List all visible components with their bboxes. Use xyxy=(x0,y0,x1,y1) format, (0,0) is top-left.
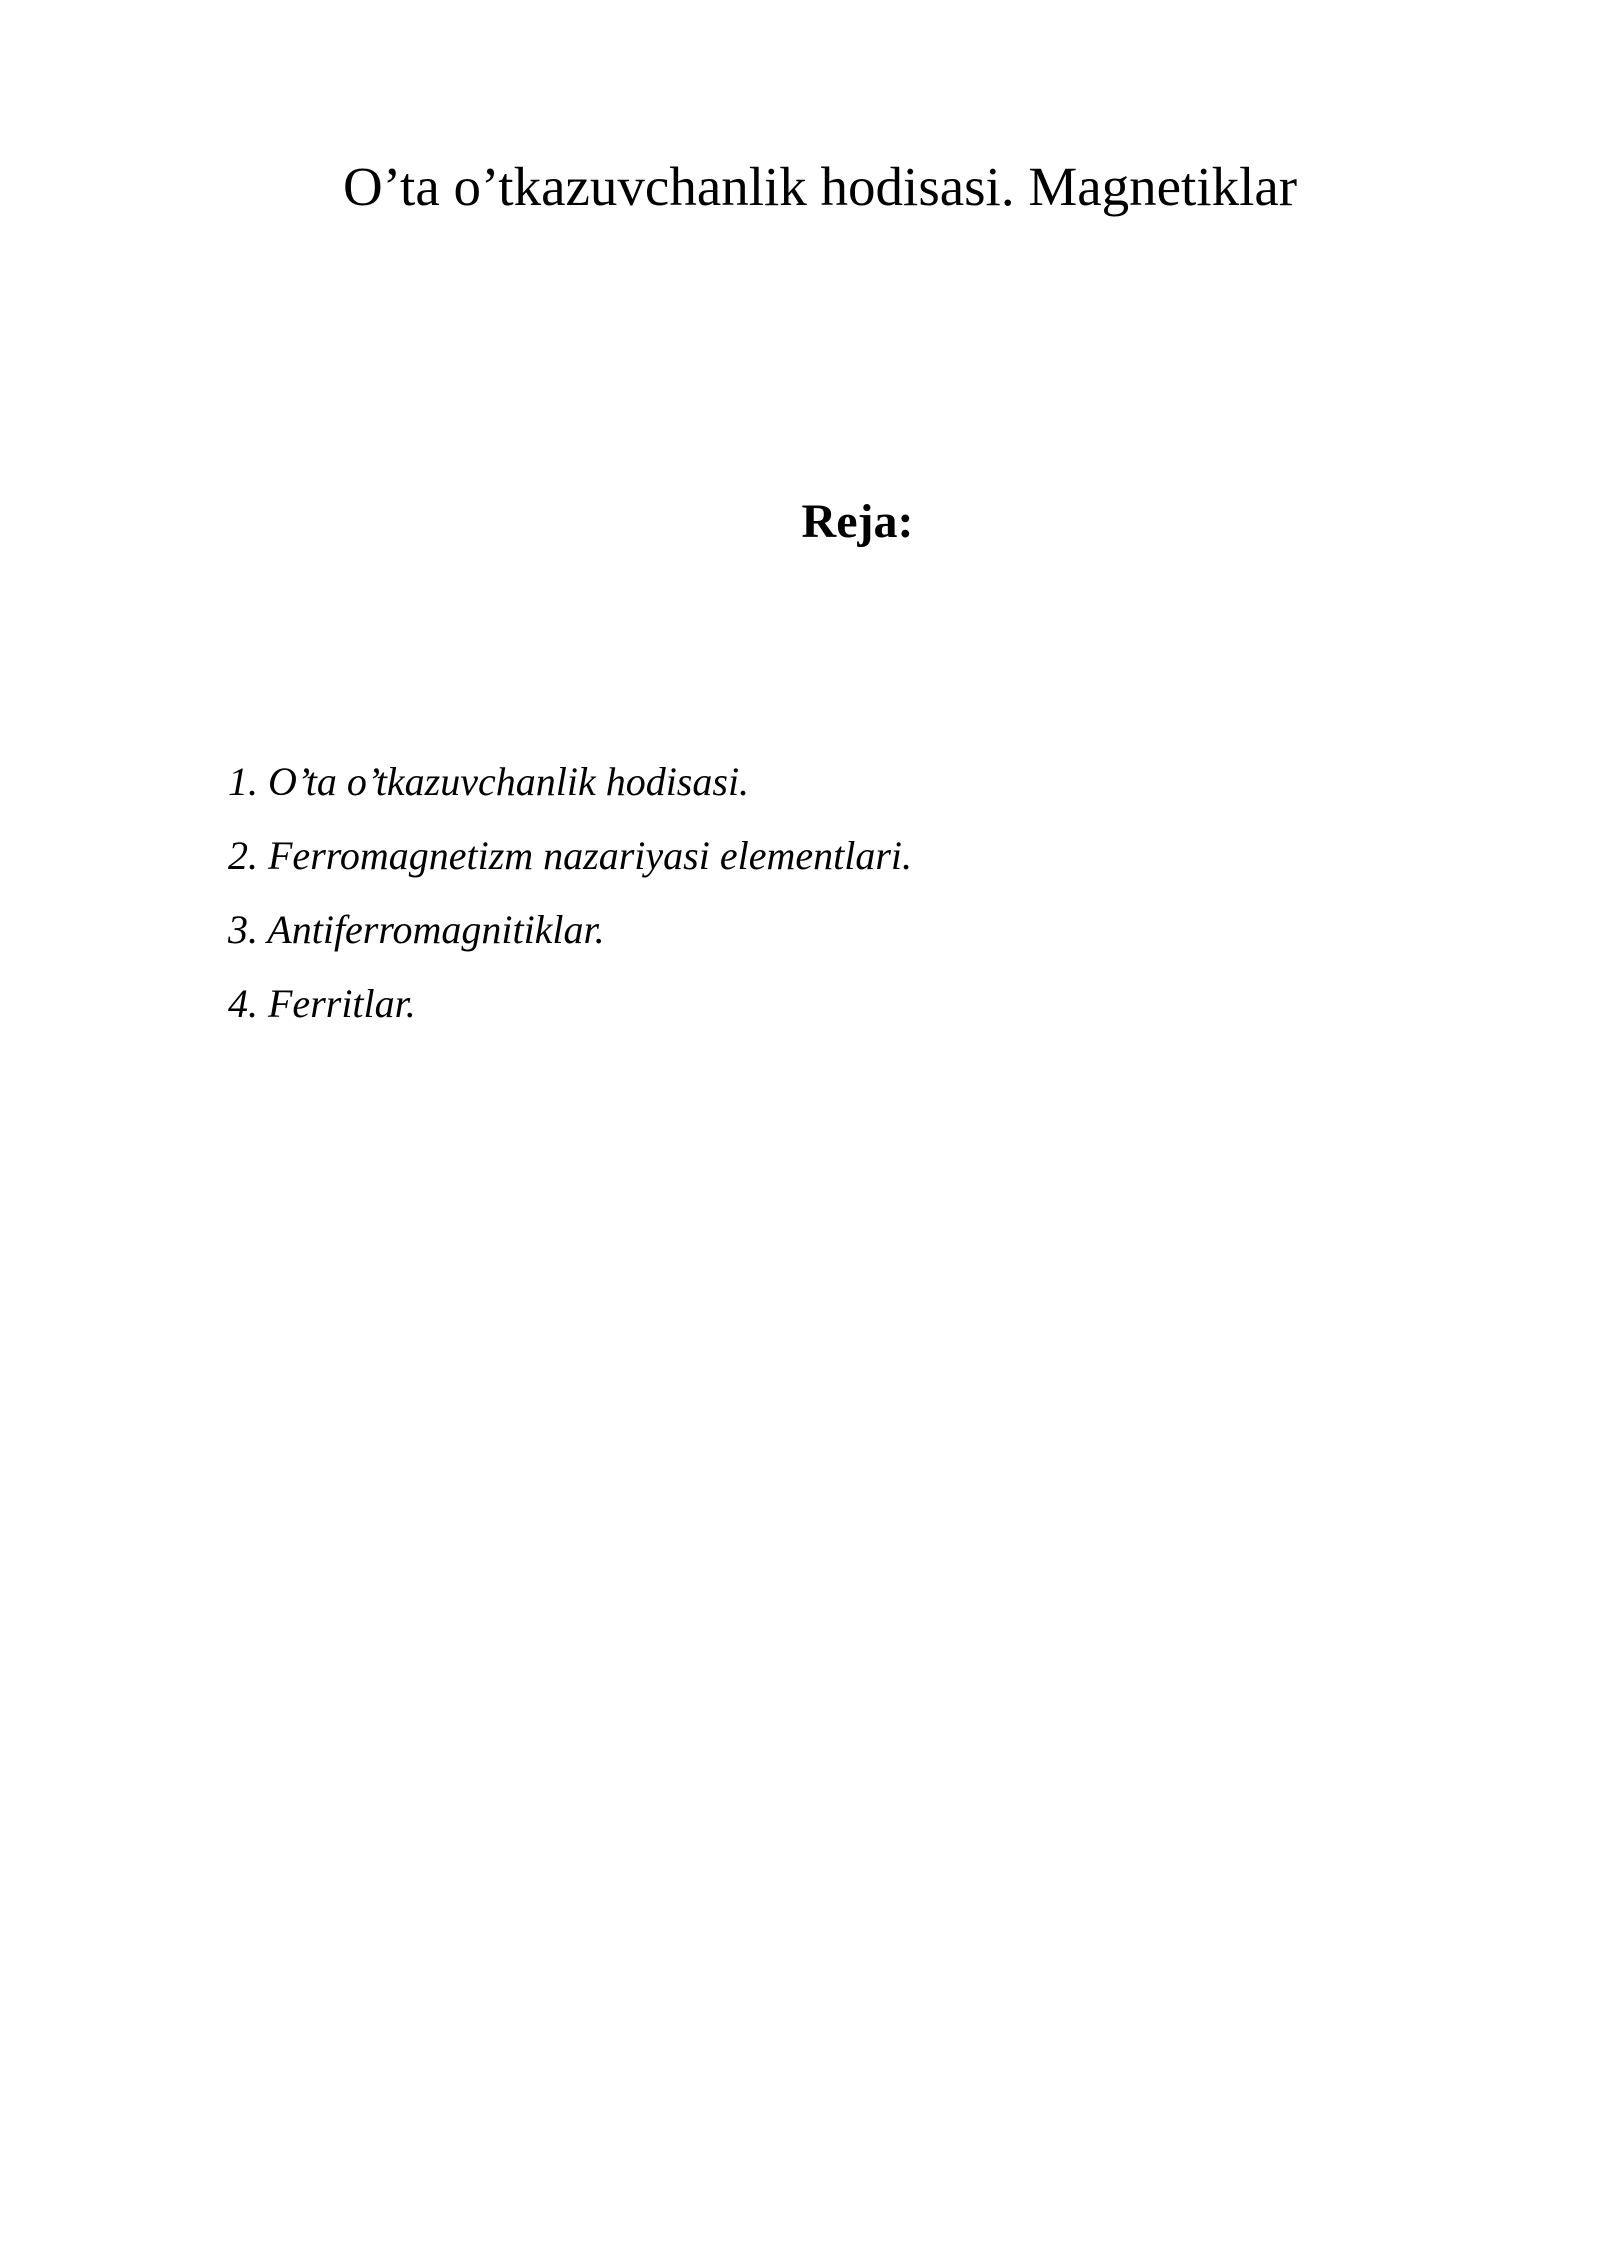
plan-heading: Reja: xyxy=(801,495,914,548)
plan-item-3: 3. Antiferromagnitiklar. xyxy=(228,907,605,952)
plan-list xyxy=(228,756,912,1052)
plan-item-2: 2. Ferromagnetizm nazariyasi elementlari. xyxy=(228,833,913,878)
plan-item-4: 4. Ferritlar. xyxy=(228,981,416,1026)
document-title: O’ta o’tkazuvchanlik hodisasi. Magnetiklar xyxy=(343,156,1298,217)
plan-item-1: 1. O’ta o’tkazuvchanlik hodisasi. xyxy=(228,759,750,804)
